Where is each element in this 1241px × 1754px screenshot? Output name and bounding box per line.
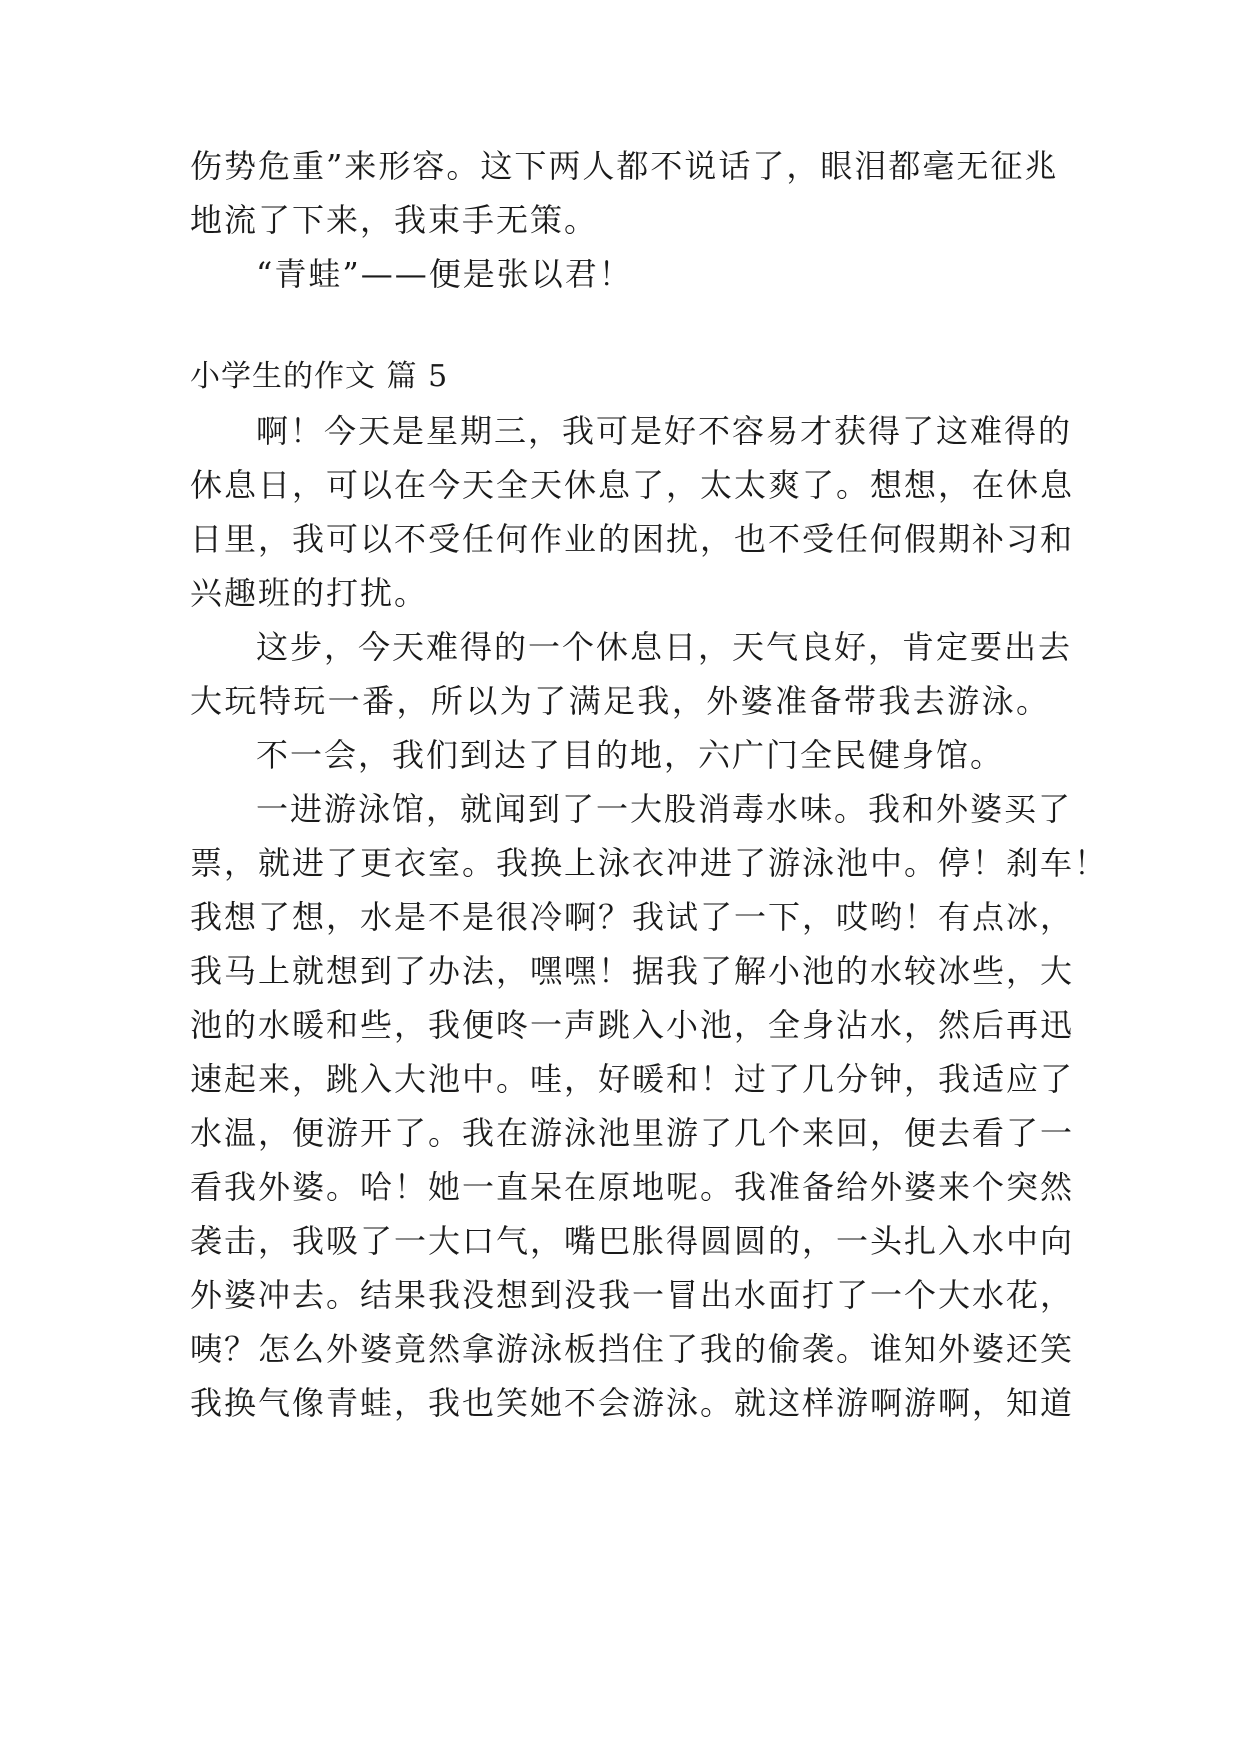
paragraph-line: 我想了想，水是不是很冷啊？我试了一下，哎哟！有点冰， xyxy=(190,898,1075,936)
paragraph-line: 咦？怎么外婆竟然拿游泳板挡住了我的偷袭。谁知外婆还笑 xyxy=(190,1330,1075,1368)
section-heading: 小学生的作文 篇 5 xyxy=(190,359,449,394)
paragraph-line: 不一会，我们到达了目的地，六广门全民健身馆。 xyxy=(256,736,1005,774)
quote-line: “青蛙”——便是张以君！ xyxy=(256,255,633,293)
paragraph-line: 看我外婆。哈！她一直呆在原地呢。我准备给外婆来个突然 xyxy=(190,1168,1075,1206)
paragraph-line: 我马上就想到了办法，嘿嘿！据我了解小池的水较冰些，大 xyxy=(190,952,1075,990)
paragraph-line: 我换气像青蛙，我也笑她不会游泳。就这样游啊游啊，知道 xyxy=(190,1384,1075,1422)
paragraph-line: 外婆冲去。结果我没想到没我一冒出水面打了一个大水花， xyxy=(190,1276,1075,1314)
paragraph-line: 水温，便游开了。我在游泳池里游了几个来回，便去看了一 xyxy=(190,1114,1075,1152)
paragraph-line: 这步，今天难得的一个休息日，天气良好，肯定要出去 xyxy=(256,628,1073,666)
text-line: 地流了下来，我束手无策。 xyxy=(190,201,599,239)
paragraph-line: 日里，我可以不受任何作业的困扰，也不受任何假期补习和 xyxy=(190,520,1075,558)
paragraph-line: 票，就进了更衣室。我换上泳衣冲进了游泳池中。停！刹车！ xyxy=(190,844,1109,882)
paragraph-line: 一进游泳馆，就闻到了一大股消毒水味。我和外婆买了 xyxy=(256,790,1073,828)
paragraph-line: 袭击，我吸了一大口气，嘴巴胀得圆圆的，一头扎入水中向 xyxy=(190,1222,1075,1260)
paragraph-line: 啊！今天是星期三，我可是好不容易才获得了这难得的 xyxy=(256,412,1073,450)
paragraph-line: 大玩特玩一番，所以为了满足我，外婆准备带我去游泳。 xyxy=(190,682,1050,720)
paragraph-line: 休息日，可以在今天全天休息了，太太爽了。想想，在休息 xyxy=(190,466,1075,504)
text-line: 伤势危重”来形容。这下两人都不说话了，眼泪都毫无征兆 xyxy=(190,147,1059,185)
paragraph-line: 兴趣班的打扰。 xyxy=(190,574,429,612)
paragraph-line: 速起来，跳入大池中。哇，好暖和！过了几分钟，我适应了 xyxy=(190,1060,1075,1098)
paragraph-line: 池的水暖和些，我便咚一声跳入小池，全身沾水，然后再迅 xyxy=(190,1006,1075,1044)
